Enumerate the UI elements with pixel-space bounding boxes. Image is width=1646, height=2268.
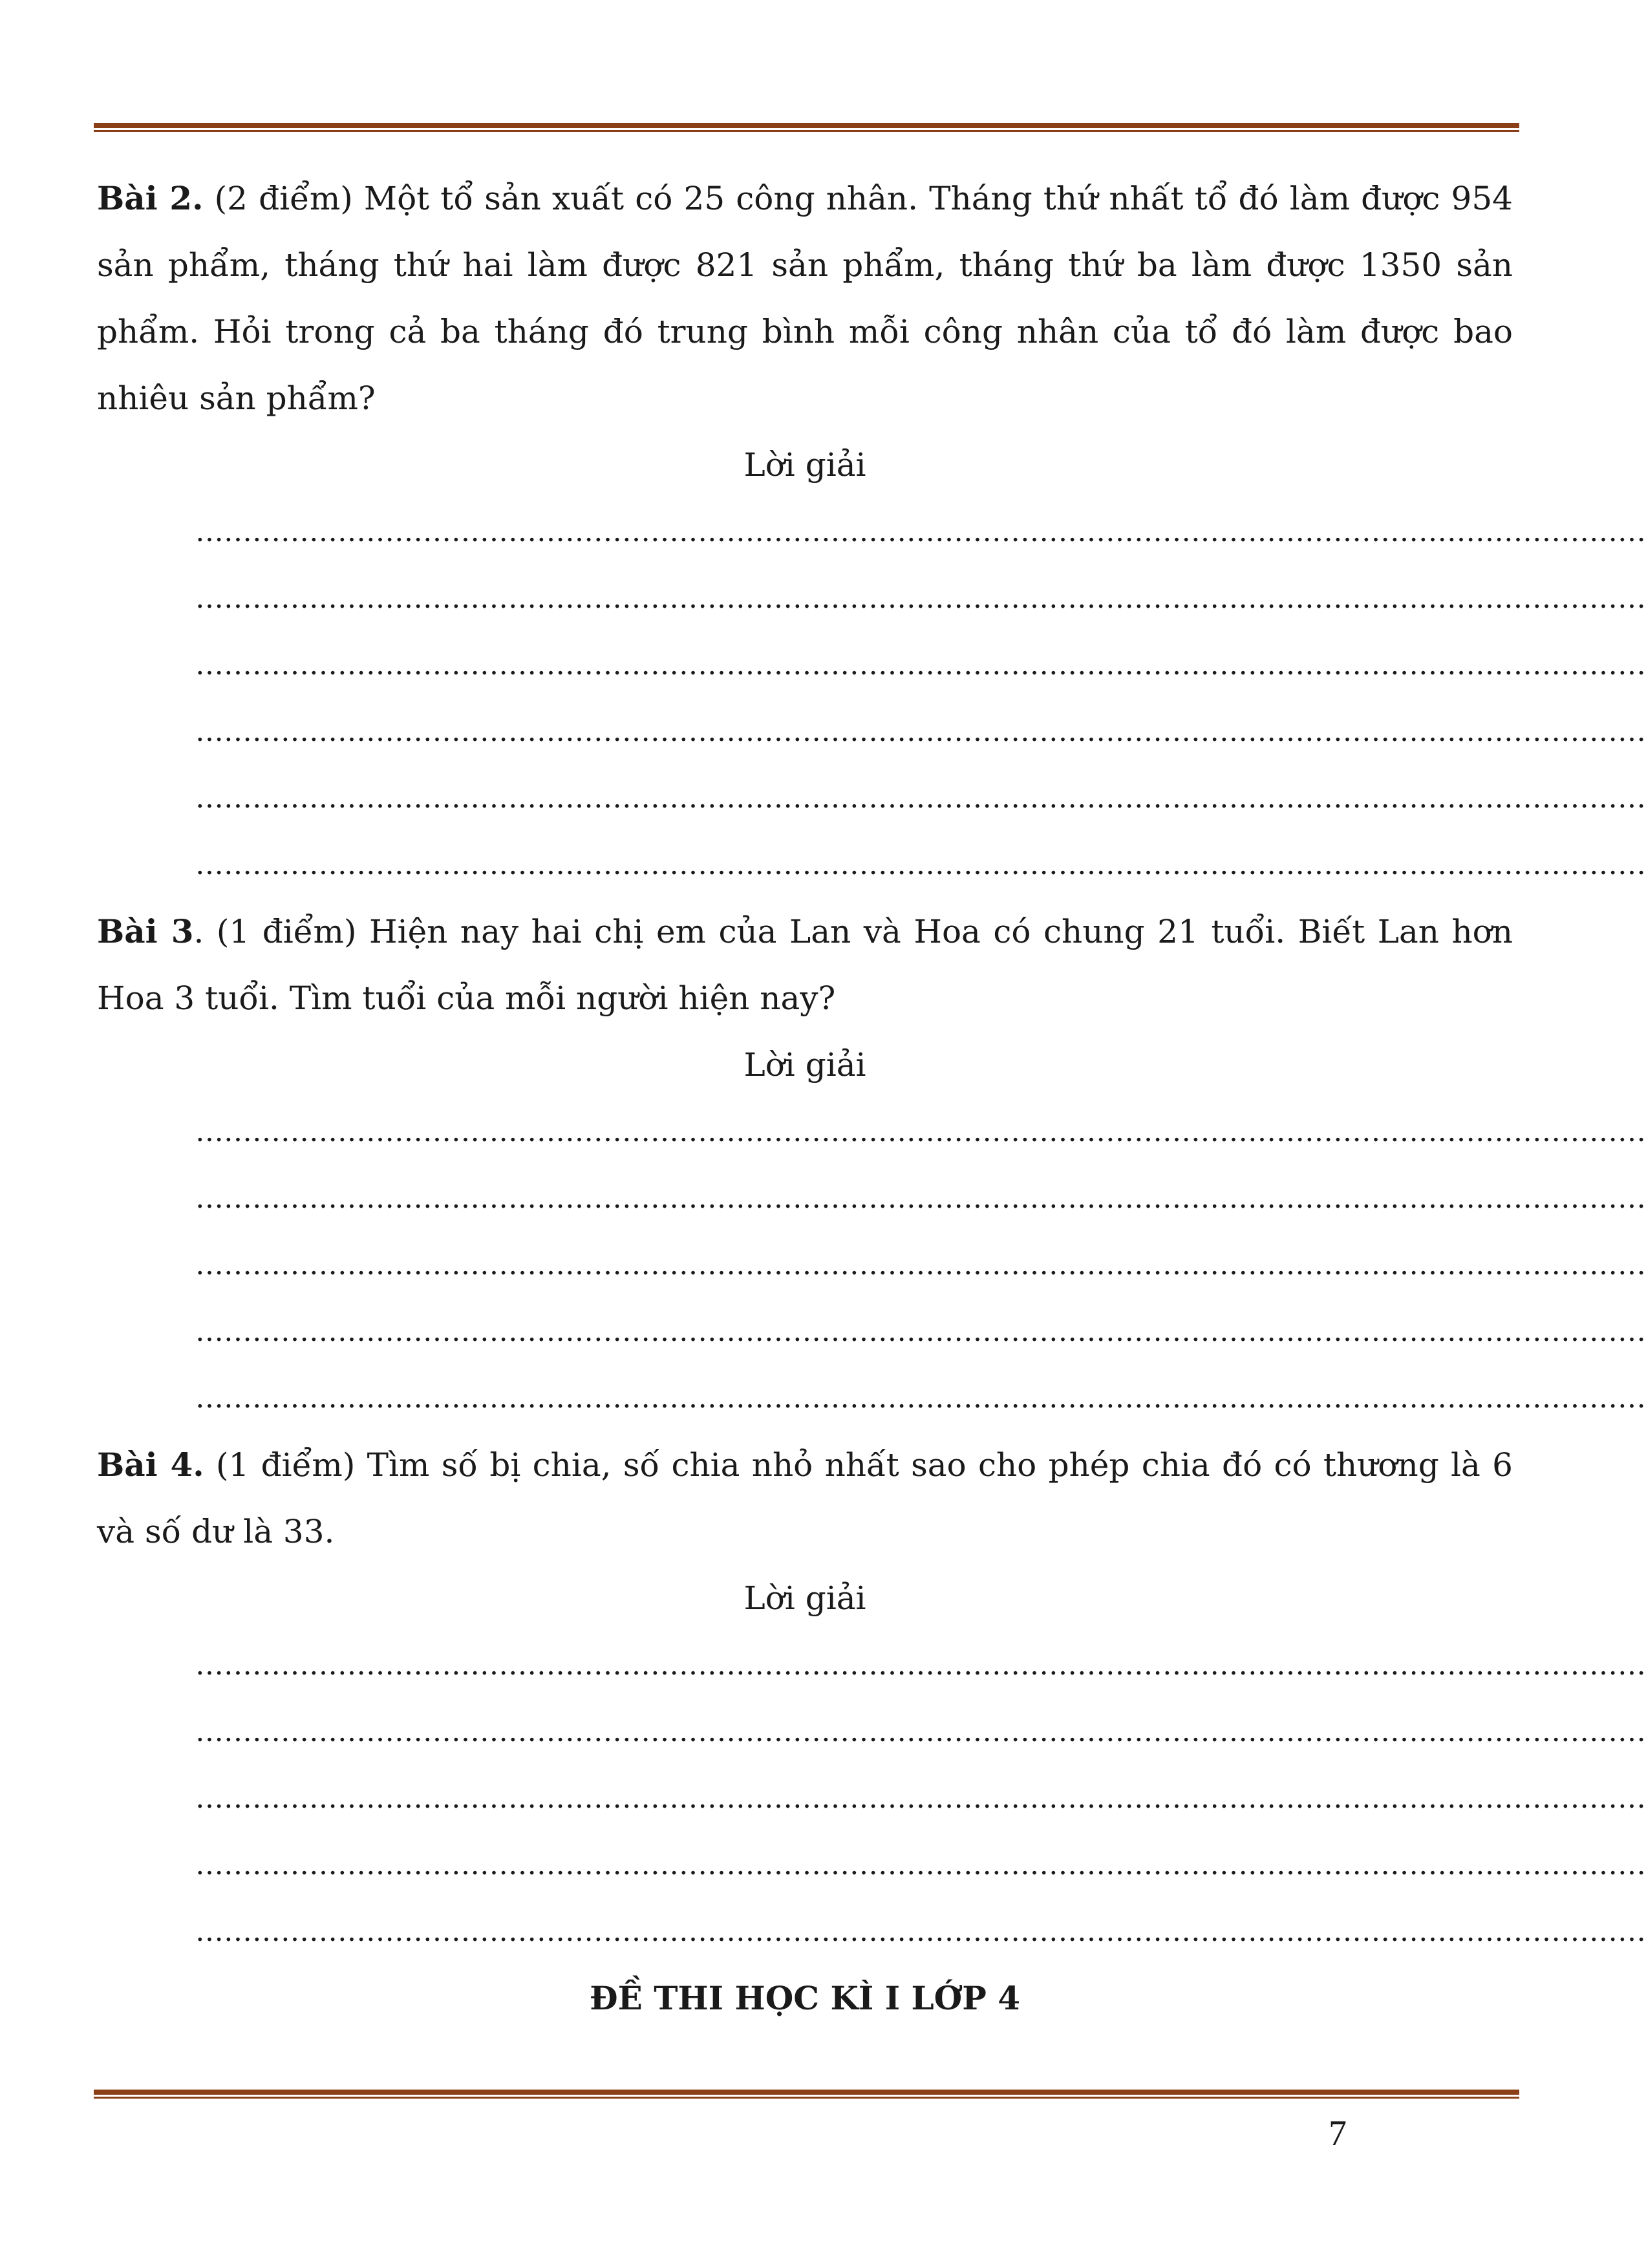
answer-line: ……………………………………………………………………………………………………………………………………… [195,1848,1646,1881]
footer-rule [94,2090,1519,2099]
page-number: 7 [1329,2113,1347,2154]
problem-2-label: Bài 2. [97,179,204,217]
answer-line: ……………………………………………………………………………………………………………………………………… [195,1382,1646,1415]
exam-title: ĐỀ THI HỌC KÌ I LỚP 4 [589,1979,1020,2017]
answer-line: ……………………………………………………………………………………………………………………………………… [195,1315,1646,1348]
problem-3-text: . (1 điểm) Hiện nay hai chị em của Lan và Hoa có chung 21 tuổi. Biết Lan hơn Hoa 3 tuổi. Tìm tuổi của mỗi người hiện nay? [97,913,1513,1017]
answer-line: ……………………………………………………………………………………………………………………………………… [195,715,1646,748]
problem-3-label: Bài 3 [97,912,194,950]
solution-heading-4: Lời giải [743,1579,866,1617]
answer-line: ……………………………………………………………………………………………………………………………………… [195,1715,1646,1748]
answer-line: ……………………………………………………………………………………………………………………………………… [195,648,1646,681]
solution-heading-2: Lời giải [743,446,866,484]
problem-3 [97,898,1513,1032]
page-content [97,165,1646,2031]
answer-line: ……………………………………………………………………………………………………………………………………… [195,582,1646,615]
problem-2 [97,165,1513,432]
answer-line: ……………………………………………………………………………………………………………………………………… [195,1182,1646,1215]
problem-4 [97,1431,1513,1565]
solution-heading-3: Lời giải [743,1046,866,1084]
answer-line: ……………………………………………………………………………………………………………………………………… [195,1248,1646,1281]
answer-line: ……………………………………………………………………………………………………………………………………… [195,515,1646,548]
answer-line: ……………………………………………………………………………………………………………………………………… [195,782,1646,815]
answer-line: ……………………………………………………………………………………………………………………………………… [195,1115,1646,1148]
answer-line: ……………………………………………………………………………………………………………………………………… [195,1649,1646,1682]
problem-4-text: (1 điểm) Tìm số bị chia, số chia nhỏ nhất sao cho phép chia đó có thương là 6 và số dư là 33. [97,1446,1513,1550]
answer-line: ……………………………………………………………………………………………………………………………………… [195,848,1646,881]
answer-line: ……………………………………………………………………………………………………………………………………… [195,1915,1646,1948]
problem-2-text: (2 điểm) Một tổ sản xuất có 25 công nhân. Tháng thứ nhất tổ đó làm được 954 sản phẩm, tháng thứ hai làm được 821 sản phẩm, tháng thứ ba làm được 1350 sản phẩm. Hỏi trong cả ba tháng đó trung bình mỗi công nhân của tổ đó làm được bao nhiêu sản phẩm? [97,180,1513,417]
header-rule [94,123,1519,132]
problem-4-label: Bài 4. [97,1446,204,1484]
answer-line: ……………………………………………………………………………………………………………………………………… [195,1782,1646,1815]
